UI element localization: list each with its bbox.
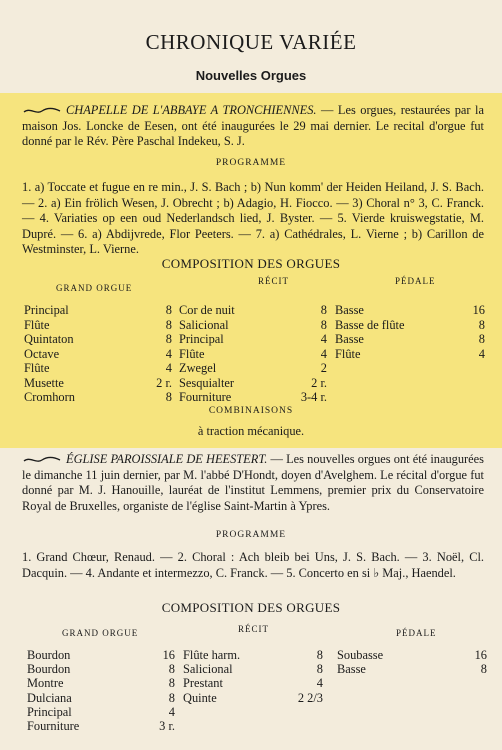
stop-name: Sesquialter bbox=[179, 375, 235, 390]
stop-row bbox=[27, 691, 175, 705]
stop-row bbox=[183, 691, 323, 705]
stop-pitch: 4 bbox=[320, 332, 327, 346]
stop-name: Basse bbox=[335, 303, 364, 317]
stop-name: Fourniture bbox=[179, 390, 232, 404]
stop-row bbox=[179, 318, 327, 332]
stop-row bbox=[27, 662, 175, 676]
stop-pitch: 4 bbox=[165, 346, 172, 361]
article1-programme: 1. a) Toccate et fugue en re min., J. S. Bach ; b) Nun komm' der Heiden Heiland, J. S. Bach. — 2. a) Ein frölich Wesen, J. Obrecht ; b) Adagio, H. Fiocco. — 3) Choral n° 3, C. Franck. — 4. Variaties op een oud Nederlandsch lied, J. Byster. — 5. Vierde kruiswegstatie, M. Dupré. — 6. a) Abdijvrede, Flor Peeters. — 7. a) Cathédrales, L. Vierne ; b) Carillon de Westminster, L. Vierne. bbox=[22, 180, 484, 256]
stop-name: Soubasse bbox=[337, 648, 384, 662]
stop-pitch: 8 bbox=[480, 662, 487, 677]
page-title: CHRONIQUE VARIÉE bbox=[145, 30, 357, 54]
stop-row bbox=[179, 390, 327, 404]
stop-name: Dulciana bbox=[27, 690, 72, 705]
stop-pitch: 2 2/3 bbox=[297, 690, 323, 705]
stop-row bbox=[179, 361, 327, 375]
stop-pitch: 8 bbox=[316, 648, 323, 662]
stop-name: Bourdon bbox=[27, 662, 71, 677]
stop-name: Cromhorn bbox=[24, 390, 75, 404]
flourish-icon bbox=[22, 455, 62, 465]
flourish-icon bbox=[22, 106, 62, 116]
stop-row bbox=[179, 347, 327, 361]
article1-col-pedale: PÉDALE bbox=[395, 276, 436, 286]
stop-name: Flûte bbox=[179, 346, 205, 361]
stop-pitch: 2 r. bbox=[156, 375, 172, 390]
stop-name: Cor de nuit bbox=[179, 303, 235, 317]
article2-col-grand-orgue: GRAND ORGUE bbox=[62, 628, 139, 638]
stop-row bbox=[24, 347, 172, 361]
article2-programme: 1. Grand Chœur, Renaud. — 2. Choral : Ach bleib bei Uns, J. S. Bach. — 3. Noël, Cl. Dacquin. — 4. Andante et intermezzo, C. Franck. — 5. Concerto en si ♭ Maj., Haendel. bbox=[22, 550, 484, 580]
stop-row bbox=[24, 318, 172, 332]
stop-row bbox=[335, 332, 485, 346]
stop-row bbox=[183, 662, 323, 676]
article1-programme-label: PROGRAMME bbox=[215, 158, 287, 168]
article2-col-recit: RÉCIT bbox=[238, 624, 269, 634]
stop-pitch: 8 bbox=[316, 662, 323, 677]
article1-composition-label: COMPOSITION DES ORGUES bbox=[161, 256, 341, 271]
stop-pitch: 8 bbox=[165, 332, 172, 346]
stop-row bbox=[179, 332, 327, 346]
article1-combinaisons-label: COMBINAISONS bbox=[208, 406, 294, 416]
article2-composition-label: COMPOSITION DES ORGUES bbox=[161, 600, 341, 615]
stop-name: Flûte bbox=[24, 317, 50, 332]
stop-pitch: 4 bbox=[320, 346, 327, 361]
stop-name: Flûte bbox=[24, 361, 50, 375]
stop-pitch: 8 bbox=[165, 317, 172, 332]
stop-row bbox=[335, 318, 485, 332]
stop-pitch: 3 r. bbox=[159, 719, 175, 733]
stop-row bbox=[27, 648, 175, 662]
article1-combinaisons-text: à traction mécanique. bbox=[197, 424, 305, 438]
stop-name: Salicional bbox=[183, 662, 233, 677]
stop-name: Principal bbox=[179, 332, 224, 346]
stop-name: Basse bbox=[337, 662, 366, 677]
stop-name: Octave bbox=[24, 346, 60, 361]
stop-row bbox=[183, 648, 323, 662]
stop-name: Basse de flûte bbox=[335, 317, 405, 332]
stop-pitch: 4 bbox=[165, 361, 172, 375]
stop-row bbox=[24, 303, 172, 317]
article2-programme-label: PROGRAMME bbox=[215, 530, 287, 540]
stop-name: Principal bbox=[27, 704, 72, 719]
stop-pitch: 16 bbox=[474, 648, 487, 662]
stop-row bbox=[27, 676, 175, 690]
stop-name: Principal bbox=[24, 303, 69, 317]
stop-pitch: 8 bbox=[168, 690, 175, 705]
stop-row bbox=[24, 390, 172, 404]
stop-row bbox=[183, 676, 323, 690]
stop-name: Quintaton bbox=[24, 332, 74, 346]
stop-name: Bourdon bbox=[27, 648, 71, 662]
stop-pitch: 2 r. bbox=[311, 375, 327, 390]
stop-row bbox=[27, 719, 175, 733]
stop-name: Salicional bbox=[179, 317, 229, 332]
stop-row bbox=[335, 347, 485, 361]
stop-pitch: 8 bbox=[165, 303, 172, 317]
article2-col-pedale: PÉDALE bbox=[396, 628, 437, 638]
stop-pitch: 4 bbox=[316, 676, 323, 691]
stop-row bbox=[179, 303, 327, 317]
stop-pitch: 8 bbox=[168, 676, 175, 691]
article2-intro bbox=[22, 452, 484, 514]
article2-heading: ÉGLISE PAROISSIALE DE HEESTERT. bbox=[66, 452, 268, 466]
stop-row bbox=[24, 361, 172, 375]
stop-name: Fourniture bbox=[27, 719, 80, 733]
stop-pitch: 8 bbox=[168, 662, 175, 677]
stop-row bbox=[337, 662, 487, 676]
stop-name: Zwegel bbox=[179, 361, 217, 375]
article1-intro bbox=[22, 103, 484, 150]
stop-pitch: 3-4 r. bbox=[300, 390, 327, 404]
stop-pitch: 8 bbox=[320, 317, 327, 332]
stop-pitch: 8 bbox=[320, 303, 327, 317]
article2-intro-text: — Les nouvelles orgues ont été inaugurées le dimanche 11 juin dernier, par M. l'abbé D'Hondt, doyen d'Avelghem. Le récital d'orgue fut donné par M. J. Hanouille, lauréat de l'institut Lemmens, premier prix du Conservatoire Royal de Bruxelles, organiste de l'église Saint-Martin à Ypres. bbox=[22, 452, 484, 513]
stop-pitch: 4 bbox=[168, 704, 175, 719]
article1-col-grand-orgue: GRAND ORGUE bbox=[56, 283, 133, 293]
stop-row bbox=[27, 705, 175, 719]
stop-pitch: 8 bbox=[478, 332, 485, 346]
stop-row bbox=[24, 376, 172, 390]
stop-name: Flûte bbox=[335, 346, 361, 361]
article1-intro-text: — Les orgues, restaurées par la maison Jos. Loncke de Eesen, ont été inaugurées le 29 mai dernier. Le recital d'orgue fut donné par le Rév. Père Paschal Indekeu, S. J. bbox=[22, 103, 484, 148]
article1-col-recit: RÉCIT bbox=[258, 276, 289, 286]
stop-row bbox=[24, 332, 172, 346]
stop-name: Quinte bbox=[183, 690, 217, 705]
stop-pitch: 2 bbox=[320, 361, 327, 375]
stop-name: Basse bbox=[335, 332, 364, 346]
stop-name: Montre bbox=[27, 676, 64, 691]
stop-name: Musette bbox=[24, 375, 64, 390]
stop-pitch: 16 bbox=[472, 303, 485, 317]
stop-row bbox=[179, 376, 327, 390]
stop-row bbox=[337, 648, 487, 662]
stop-pitch: 4 bbox=[478, 346, 485, 361]
stop-row bbox=[335, 303, 485, 317]
stop-pitch: 16 bbox=[162, 648, 175, 662]
section-subtitle: Nouvelles Orgues bbox=[195, 68, 307, 83]
article1-heading: CHAPELLE DE L'ABBAYE A TRONCHIENNES. bbox=[66, 103, 317, 117]
stop-name: Flûte harm. bbox=[183, 648, 241, 662]
stop-pitch: 8 bbox=[478, 317, 485, 332]
stop-name: Prestant bbox=[183, 676, 223, 691]
stop-pitch: 8 bbox=[165, 390, 172, 404]
